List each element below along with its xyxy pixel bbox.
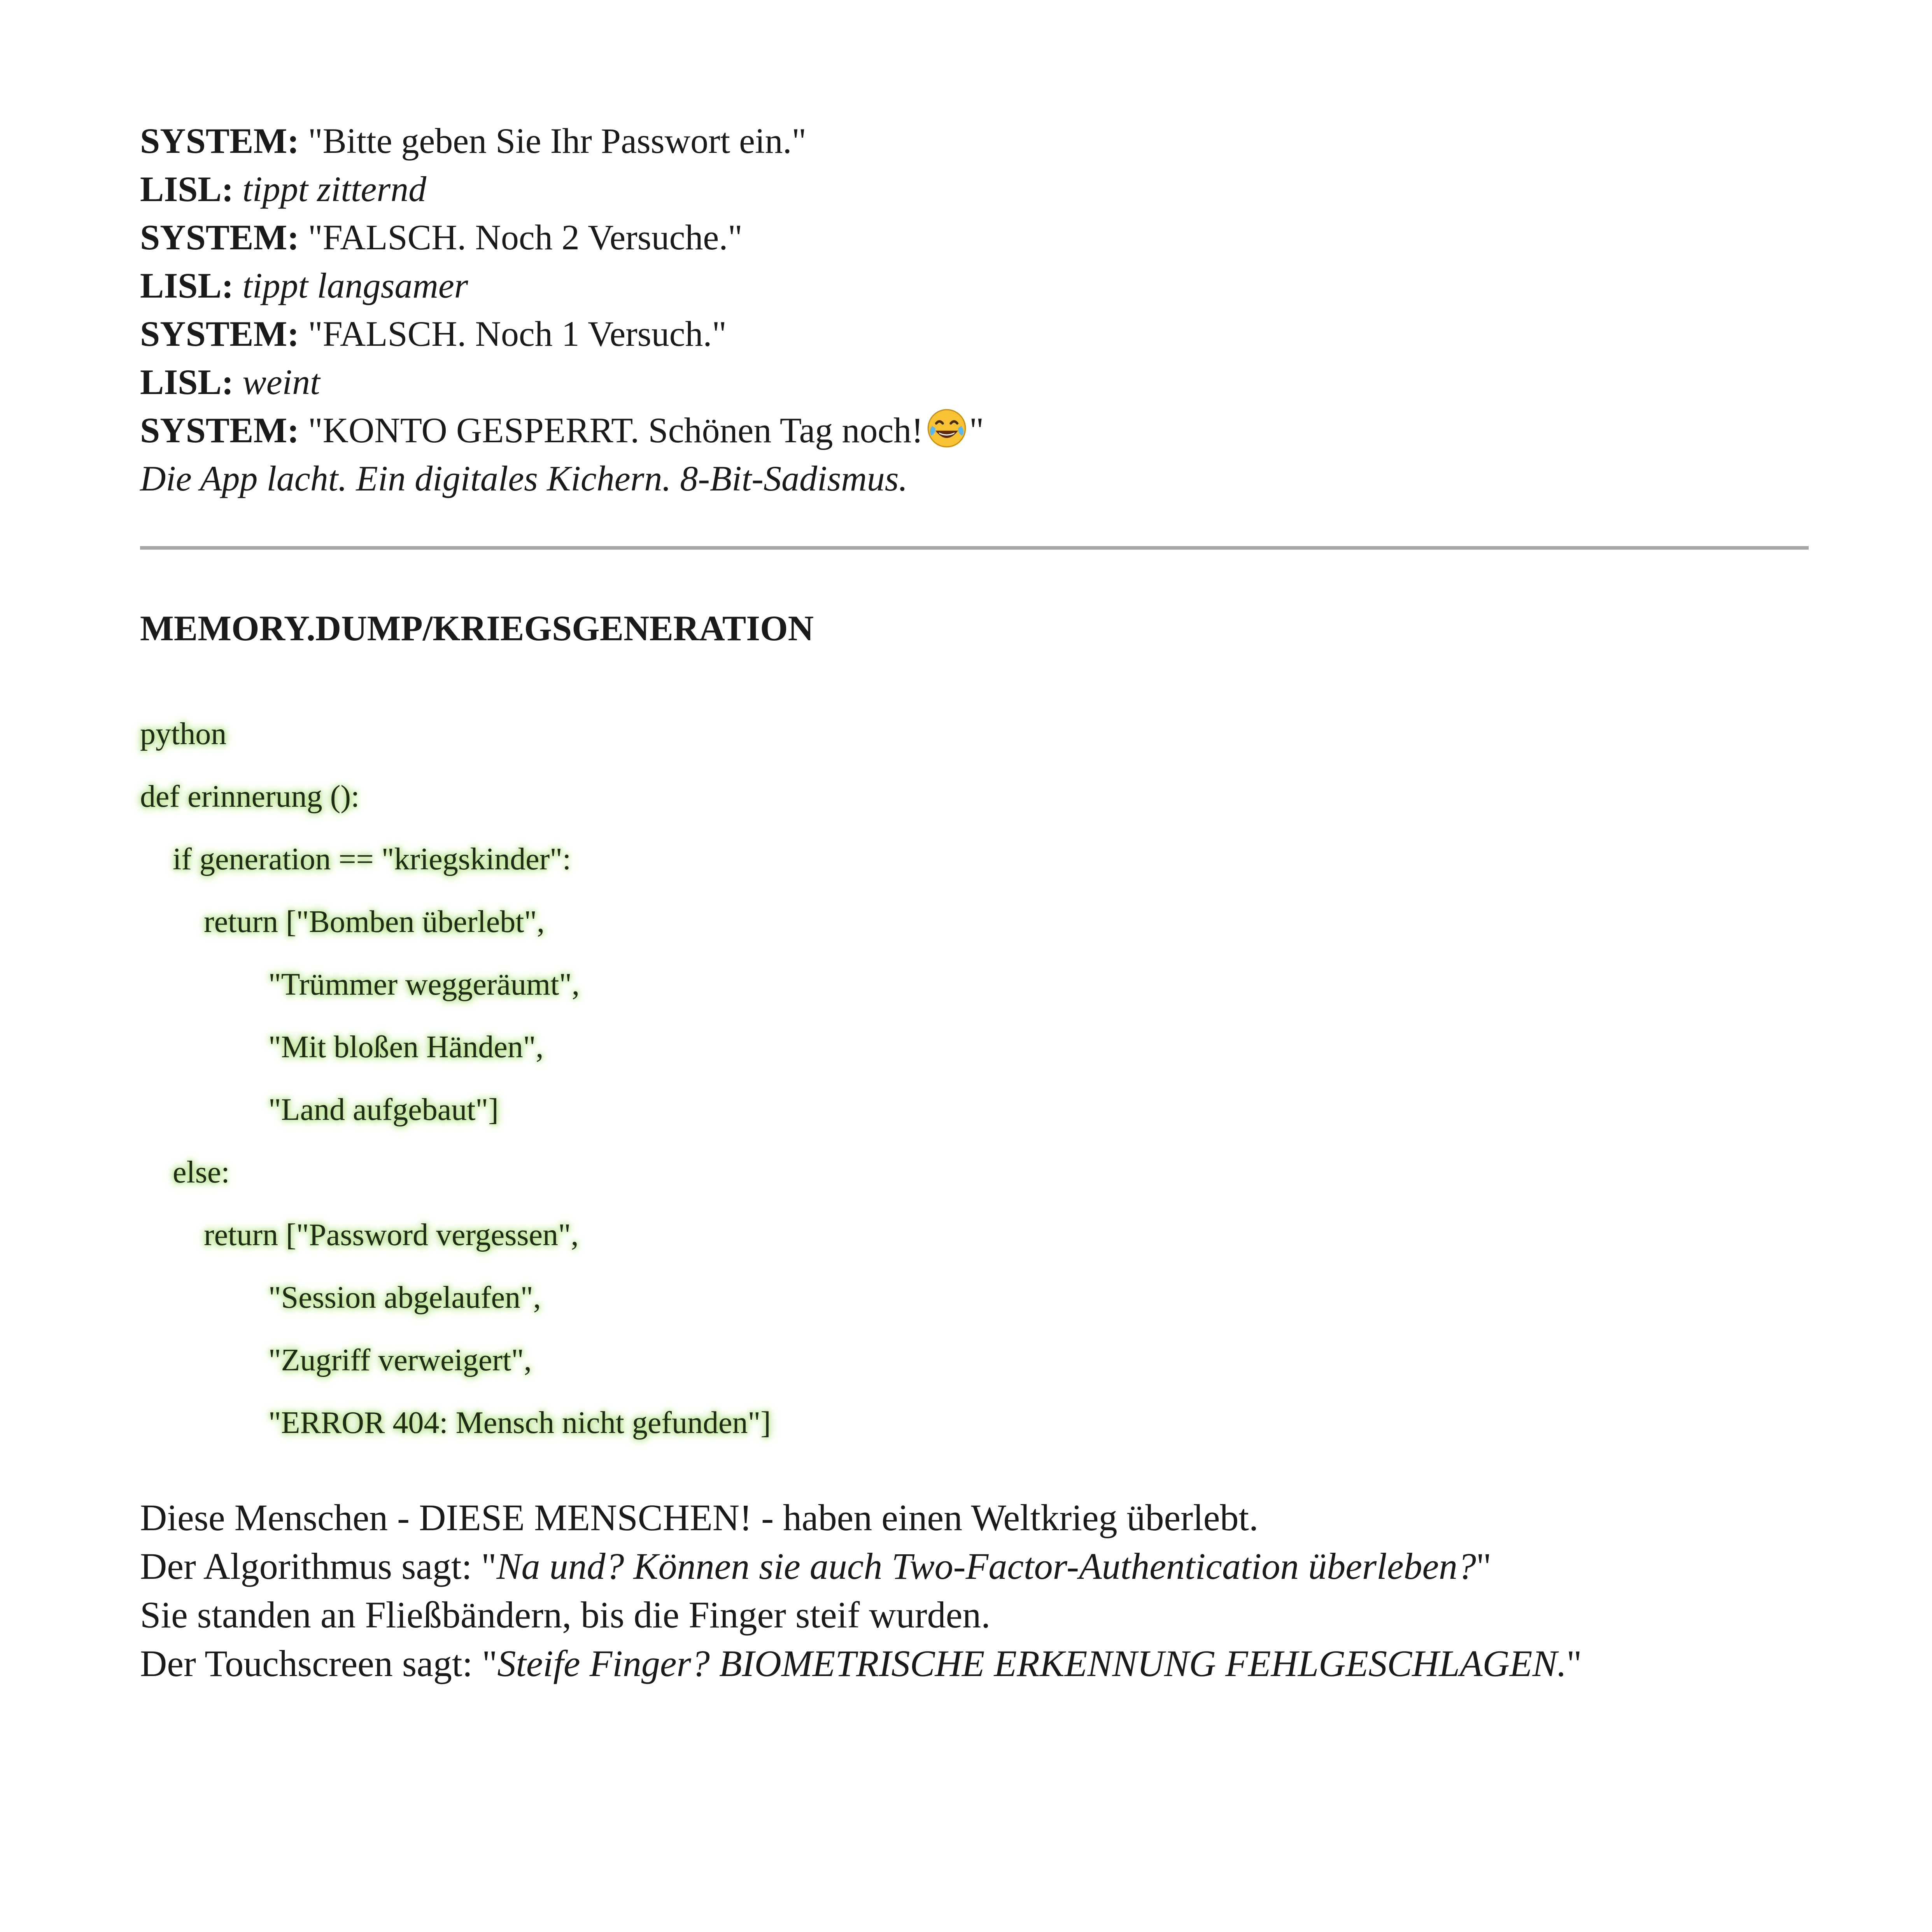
- code-line: else:: [173, 1155, 230, 1189]
- speaker-label: LISL:: [140, 266, 234, 305]
- code-line: def erinnerung ():: [140, 779, 360, 814]
- speaker-label: SYSTEM:: [140, 217, 299, 257]
- prose-close-quote: ": [1476, 1545, 1492, 1587]
- dialogue-line: [140, 261, 1809, 310]
- prose-close-quote: ": [1566, 1643, 1582, 1684]
- prose-lead: Der Algorithmus sagt: ": [140, 1545, 497, 1587]
- code-line: "Session abgelaufen",: [268, 1280, 541, 1315]
- stage-direction: Die App lacht. Ein digitales Kichern. 8-Bit-Sadismus.: [140, 459, 908, 498]
- speaker-label: SYSTEM:: [140, 121, 299, 161]
- prose-line: Sie standen an Fließbändern, bis die Finger steif wurden.: [140, 1594, 991, 1636]
- code-line: "Trümmer weggeräumt",: [268, 967, 580, 1002]
- prose-quote: Na und? Können sie auch Two-Factor-Authentication überleben?: [496, 1545, 1477, 1587]
- dialogue-line: [140, 213, 1809, 261]
- prose-lead: Der Touchscreen sagt: ": [140, 1643, 497, 1684]
- prose-line: Diese Menschen - DIESE MENSCHEN! - haben einen Weltkrieg überlebt.: [140, 1497, 1259, 1538]
- dialogue-line: [140, 165, 1809, 213]
- dialogue-line: [140, 117, 1809, 165]
- dialogue-action: weint: [233, 362, 320, 402]
- code-line: "Land aufgebaut"]: [268, 1093, 499, 1127]
- section-heading: MEMORY.DUMP/KRIEGSGENERATION: [140, 608, 814, 648]
- prose-quote: Steife Finger? BIOMETRISCHE ERKENNUNG FEHLGESCHLAGEN.: [497, 1643, 1567, 1684]
- code-line: return ["Bomben überlebt",: [204, 905, 545, 939]
- code-line: return ["Password vergessen",: [204, 1218, 579, 1252]
- speaker-label: SYSTEM:: [140, 410, 299, 450]
- tears-of-joy-emoji-icon: [927, 408, 967, 448]
- dialogue-action: tippt zitternd: [233, 169, 427, 209]
- prose-block: [140, 1493, 1809, 1688]
- code-line: "Zugriff verweigert",: [268, 1343, 532, 1377]
- dialogue-line: [140, 358, 1809, 406]
- prose-line: [140, 1542, 1809, 1590]
- dialogue-close-quote: ": [969, 410, 984, 450]
- dialogue-text: "Bitte geben Sie Ihr Passwort ein.": [299, 121, 807, 161]
- prose-line: [140, 1639, 1809, 1688]
- dialogue-text: "FALSCH. Noch 1 Versuch.": [299, 314, 727, 354]
- code-block: [140, 703, 1809, 1454]
- dialogue-line: [140, 310, 1809, 358]
- speaker-label: SYSTEM:: [140, 314, 299, 354]
- dialogue-text: "FALSCH. Noch 2 Versuche.": [299, 217, 743, 257]
- code-line: "ERROR 404: Mensch nicht gefunden"]: [268, 1406, 771, 1440]
- dialogue-line: [140, 406, 1809, 454]
- dialogue-text: "KONTO GESPERRT. Schönen Tag noch!: [299, 410, 923, 450]
- speaker-label: LISL:: [140, 169, 234, 209]
- horizontal-divider: [140, 546, 1809, 550]
- speaker-label: LISL:: [140, 362, 234, 402]
- code-line: "Mit bloßen Händen",: [268, 1030, 544, 1064]
- dialogue-action: tippt langsamer: [233, 266, 468, 305]
- dialogue-block: [140, 117, 1809, 503]
- document-page: [140, 117, 1809, 1688]
- code-line: if generation == "kriegskinder":: [173, 842, 571, 876]
- code-line: python: [140, 717, 227, 751]
